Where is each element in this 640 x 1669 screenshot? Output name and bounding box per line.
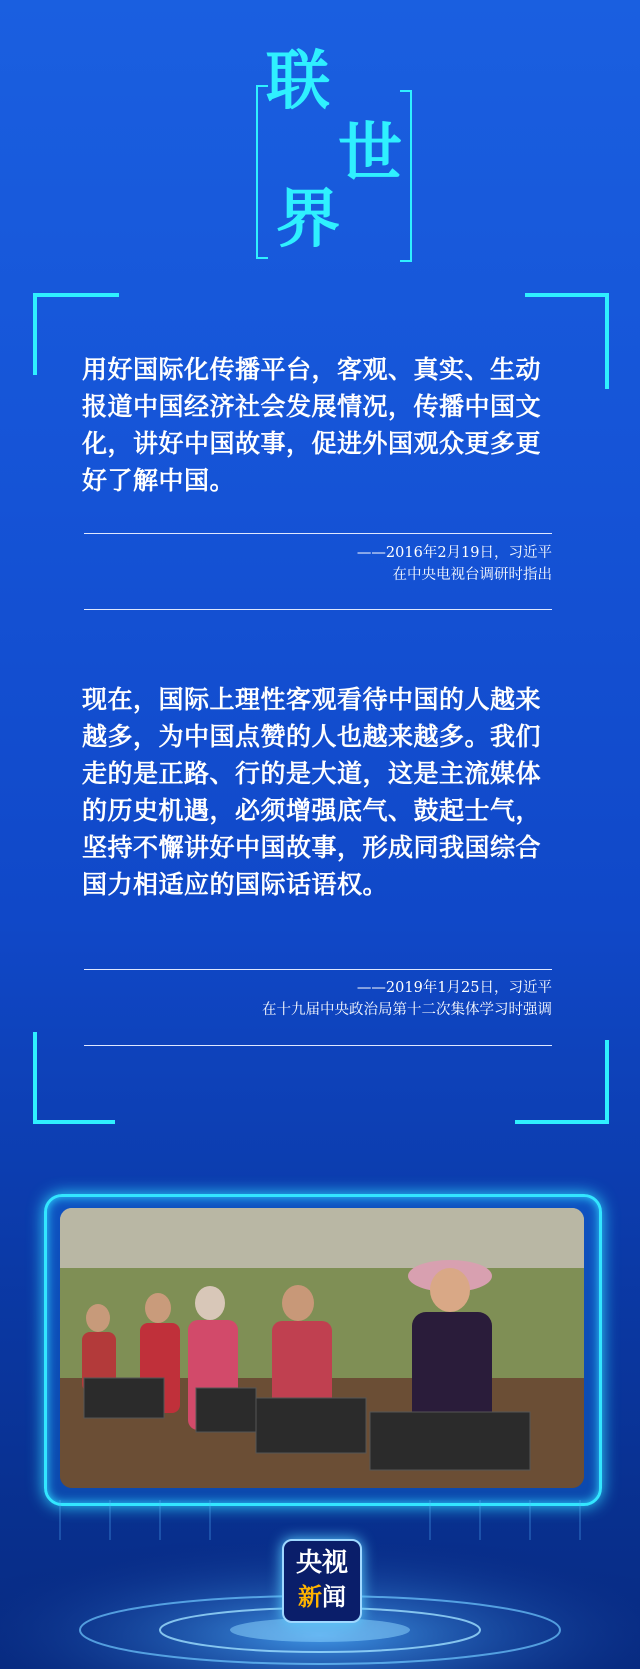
quote-1-attribution-line1: ——2016年2月19日，习近平 (356, 545, 552, 561)
quote-2-divider-top (84, 969, 552, 970)
farm-workers-photo (60, 1208, 584, 1488)
title-char-1: 联 (266, 45, 330, 119)
logo-bottom-char-1: 新 (298, 1583, 322, 1611)
frame-corner-bottom-right (515, 1040, 609, 1124)
title-block (256, 45, 416, 260)
logo-top-text: 央视 (295, 1548, 348, 1578)
logo-bottom-text (284, 1581, 360, 1613)
cctv-news-logo (282, 1539, 362, 1623)
quote-1-text: 用好国际化传播平台，客观、真实、生动报道中国经济社会发展情况，传播中国文化，讲好中国故事，促进外国观众更多更好了解中国。 (82, 355, 542, 495)
title-char-2: 世 (338, 117, 402, 191)
quote-1-attribution-line2: 在中央电视台调研时指出 (392, 567, 552, 583)
quote-2-attribution-line1: ——2019年1月25日，习近平 (356, 980, 552, 996)
quote-1-divider-bottom (84, 609, 552, 610)
logo-bottom-char-2: 闻 (322, 1583, 346, 1611)
title-char-3: 界 (276, 183, 340, 257)
quote-2-text: 现在，国际上理性客观看待中国的人越来越多，为中国点赞的人也越来越多。我们走的是正路、行的是大道，这是主流媒体的历史机遇，必须增强底气、鼓起士气，坚持不懈讲好中国故事，形成同我国综合国力相适应的国际话语权。 (82, 685, 542, 899)
quote-1-divider-top (84, 533, 552, 534)
quote-2-attribution (262, 977, 552, 1021)
quote-1-attribution (357, 542, 552, 586)
quote-2-attribution-line2: 在十九届中央政治局第十二次集体学习时强调 (262, 1002, 552, 1018)
quote-2-divider-bottom (84, 1045, 552, 1046)
